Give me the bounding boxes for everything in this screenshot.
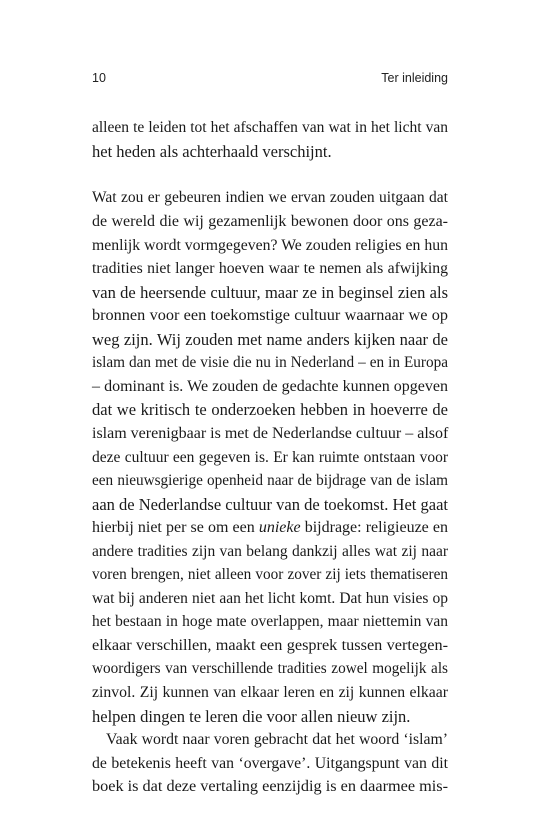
text-line: voren brengen, niet alleen voor zover zij iets thematiseren [92,566,448,584]
text-line: zinvol. Zij kunnen van elkaar leren en zij kunnen elkaar [92,683,448,701]
text-line: een nieuwsgierige openheid naar de bijdrage van de islam [92,472,448,490]
text-line: islam verenigbaar is met de Nederlandse cultuur – alsof [92,424,449,442]
text-line: bronnen voor een toekomstige cultuur waarnaar we op [92,306,448,325]
page-number: 10 [92,71,106,85]
text-line: aan de Nederlandse cultuur van de toekomst. Het gaat [92,494,448,514]
text-line: het bestaan in hoge mate overlappen, maar niettemin van [92,613,448,631]
text-line: boek is dat deze vertaling eenzijdig is en daarmee mis- [92,777,449,796]
chapter-title: Ter inleiding [381,71,448,85]
text-line: helpen dingen te leren die voor allen nieuw zijn. [92,706,411,726]
text-line: andere tradities zijn van belang dankzij alles wat zij naar [92,542,448,560]
text-line: van de heersende cultuur, maar ze in beginsel zien als [92,282,448,302]
text-line: het heden als achterhaald verschijnt. [92,141,332,161]
text-line: deze cultuur een gegeven is. Er kan ruimte ontstaan voor [92,448,448,466]
text-line: alleen te leiden tot het afschaffen van wat in het licht van [92,119,448,136]
text-line: weg zijn. Wij zouden met name anders kijken naar de [92,329,448,349]
text-run: hierbij niet per se om een [92,519,259,537]
text-line: wat bij anderen niet aan het licht komt. Dat hun visies op [92,589,448,607]
text-line: menlijk wordt vormgegeven? We zouden religies en hun [92,236,448,254]
text-run: bijdrage: religieuze en [300,519,448,537]
paragraph [92,186,448,728]
text-line: Vaak wordt naar voren gebracht dat het woord ‘islam’ [106,731,448,749]
text-line: de wereld die wij gezamenlijk bewonen door ons geza- [92,213,448,231]
text-line: elkaar verschillen, maakt een gesprek tussen vertegen- [92,635,448,654]
text-line [92,516,448,540]
text-line: islam dan met de visie die nu in Nederland – en in Europa [92,354,448,372]
paragraph [92,728,448,799]
text-line: dat we kritisch te onderzoeken hebben in hoeverre de [92,400,448,420]
paragraph-continued [92,116,448,163]
text-line: – dominant is. We zouden de gedachte kunnen opgeven [92,377,448,395]
text-line: Wat zou er gebeuren indien we ervan zouden uitgaan dat [92,189,448,207]
text-line: tradities niet langer hoeven waar te nemen als afwijking [92,260,448,278]
body-text [92,116,448,799]
emphasis: unieke [258,519,301,537]
text-line: woordigers van verschillende tradities zowel mogelijk als [92,660,448,678]
paragraph-gap [92,163,448,186]
text-line: de betekenis heeft van ‘overgave’. Uitgangspunt van dit [92,754,448,772]
